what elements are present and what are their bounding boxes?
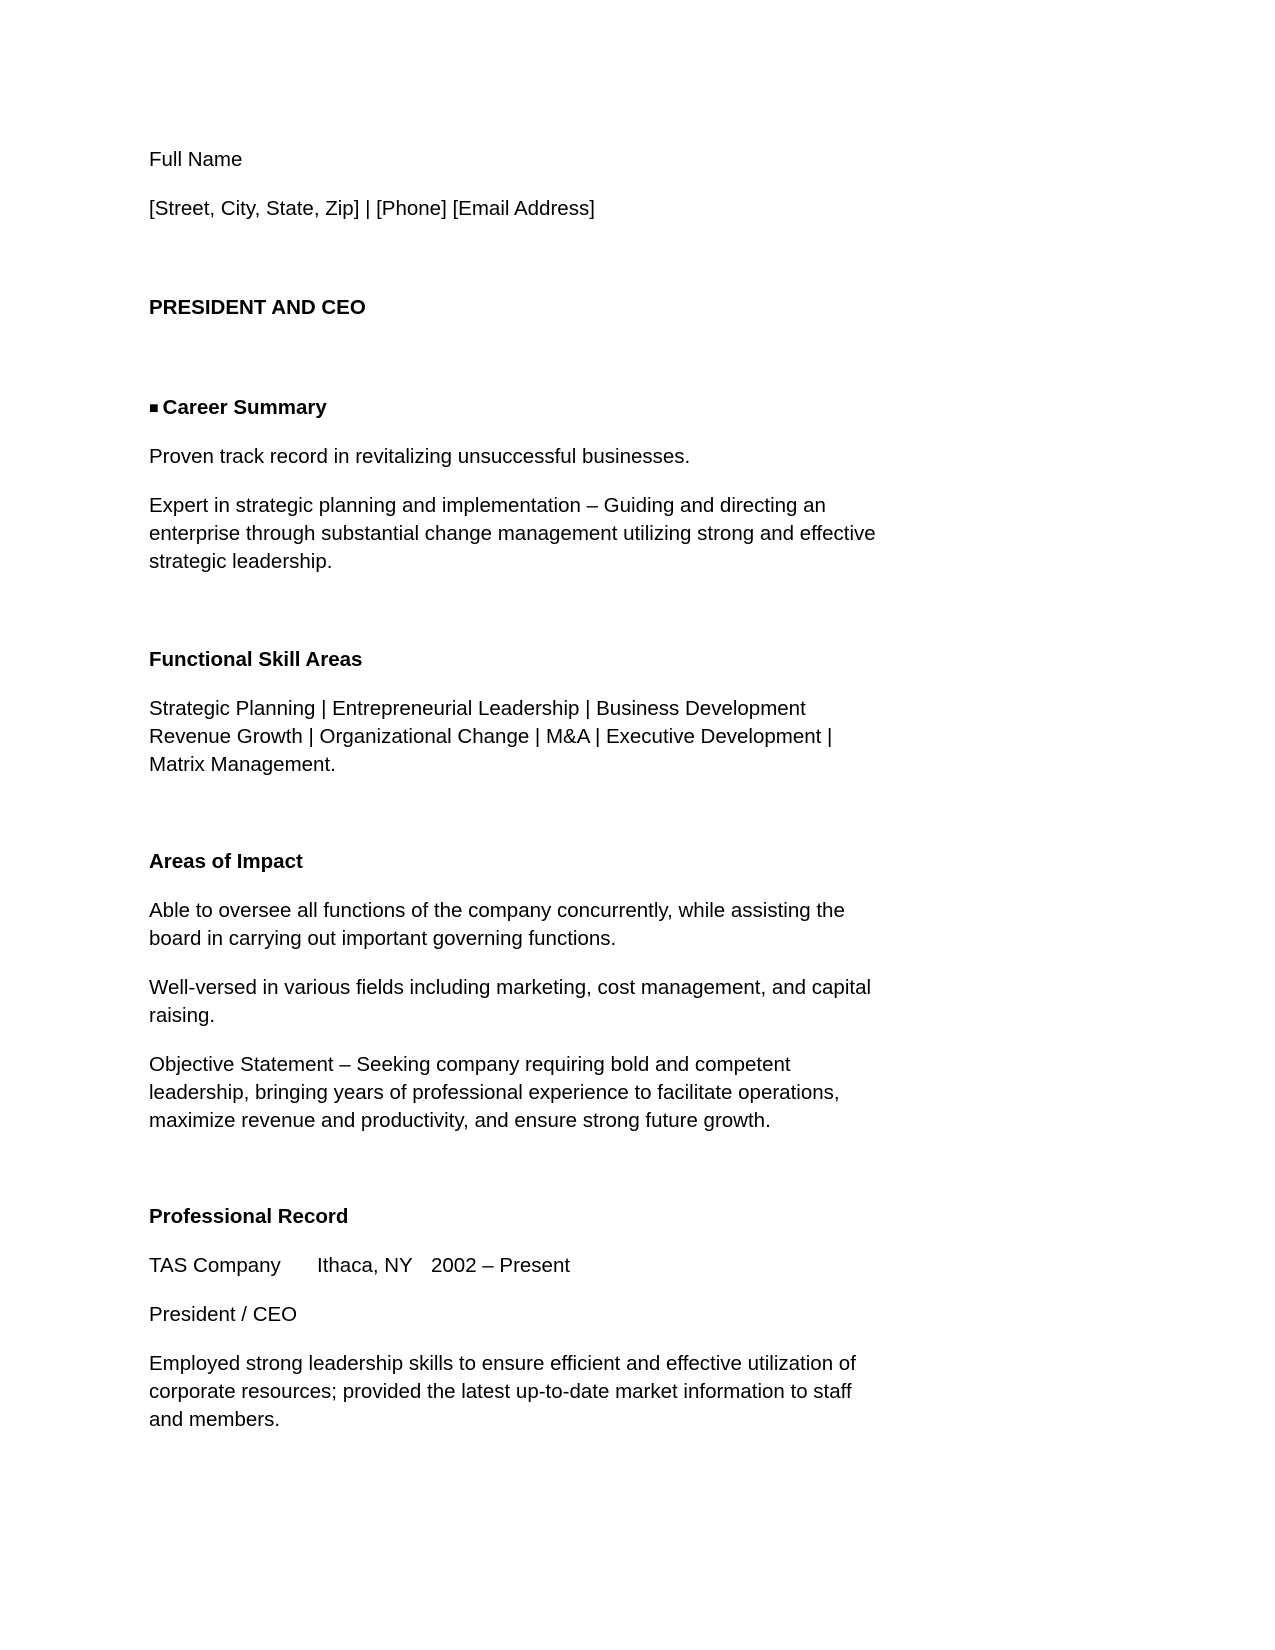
position-title: President / CEO (149, 1303, 298, 1326)
areas-of-impact-paragraph-1 (149, 897, 889, 953)
career-summary-heading (149, 394, 889, 424)
professional-record-heading: Professional Record (149, 1205, 349, 1228)
paragraph-line: and members. (149, 1408, 281, 1431)
paragraph-line: Revenue Growth | Organizational Change | M&A | Executive Development | (149, 725, 833, 748)
job-title: PRESIDENT AND CEO (149, 296, 366, 319)
paragraph-line: corporate resources; provided the latest up-to-date market information to staff (149, 1380, 852, 1403)
paragraph-line: Expert in strategic planning and implementation – Guiding and directing an (149, 494, 826, 517)
employment-dates: 2002 – Present (431, 1254, 571, 1277)
paragraph-line: Employed strong leadership skills to ensure efficient and effective utilization of (149, 1352, 856, 1375)
paragraph-line: Matrix Management. (149, 753, 336, 776)
employment-entry-header (149, 1252, 889, 1280)
areas-of-impact-heading: Areas of Impact (149, 850, 303, 873)
paragraph-line: maximize revenue and productivity, and ensure strong future growth. (149, 1109, 771, 1132)
career-summary-paragraph-2 (149, 492, 889, 576)
paragraph-line: Well-versed in various fields including marketing, cost management, and capital (149, 976, 872, 999)
full-name: Full Name (149, 148, 243, 171)
functional-skills-list (149, 695, 889, 779)
career-summary-heading-text: Career Summary (162, 396, 327, 419)
company-location: Ithaca, NY (317, 1254, 413, 1277)
paragraph-line: Strategic Planning | Entrepreneurial Leadership | Business Development (149, 697, 806, 720)
square-bullet-icon: ■ (149, 400, 159, 417)
paragraph-line: leadership, bringing years of professional experience to facilitate operations, (149, 1081, 840, 1104)
paragraph-line: board in carrying out important governing functions. (149, 927, 617, 950)
paragraph-line: enterprise through substantial change management utilizing strong and effective (149, 522, 876, 545)
position-description (149, 1350, 889, 1434)
paragraph-line: Objective Statement – Seeking company requiring bold and competent (149, 1053, 791, 1076)
objective-statement (149, 1051, 889, 1135)
contact-line: [Street, City, State, Zip] | [Phone] [Email Address] (149, 197, 595, 220)
areas-of-impact-paragraph-2 (149, 974, 889, 1030)
paragraph-line: Able to oversee all functions of the company concurrently, while assisting the (149, 899, 845, 922)
paragraph-line: strategic leadership. (149, 550, 333, 573)
functional-skills-heading: Functional Skill Areas (149, 648, 363, 671)
career-summary-paragraph-1: Proven track record in revitalizing unsuccessful businesses. (149, 445, 691, 468)
paragraph-line: raising. (149, 1004, 216, 1027)
company-name: TAS Company (149, 1254, 281, 1277)
